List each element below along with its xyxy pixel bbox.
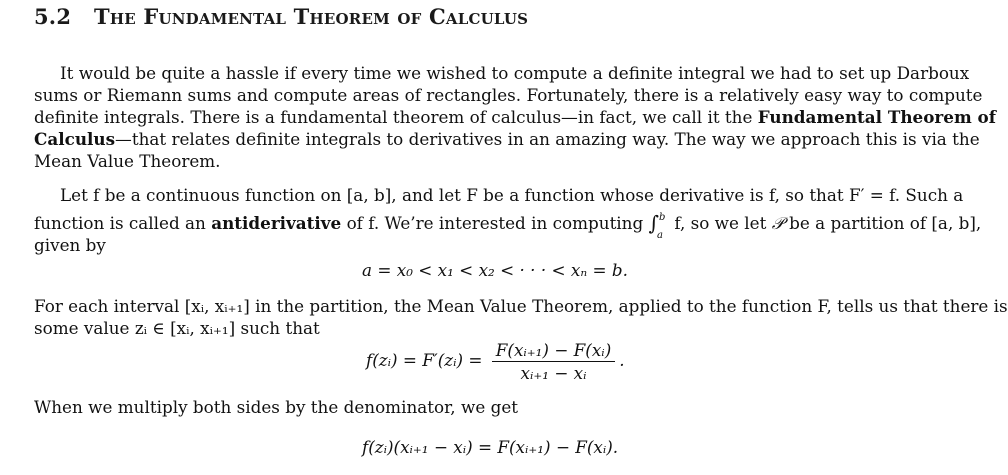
theorem-name: Fundamental Theorem of	[757, 107, 996, 127]
text-line: given by	[34, 235, 106, 255]
fraction-numerator: F(xᵢ₊₁) − F(xᵢ)	[492, 339, 615, 362]
text-line: When we multiply both sides by the denominator, we get	[34, 397, 519, 417]
fraction-denominator: xᵢ₊₁ − xᵢ	[520, 363, 587, 383]
text-run: definite integrals. There is a fundamental theorem of calculus—in fact, we call it the	[34, 107, 753, 127]
equation-lhs: f(zᵢ) = F′(zᵢ) =	[366, 350, 483, 370]
term-antiderivative: antiderivative	[211, 213, 342, 233]
paragraph-intro	[34, 62, 996, 172]
integral-sign: ∫	[648, 211, 659, 235]
text-line	[34, 106, 996, 128]
fraction	[492, 339, 615, 384]
equation-mvt	[366, 339, 625, 384]
partition-symbol: 𝒫	[771, 213, 784, 233]
paragraph-antiderivative	[34, 184, 982, 256]
text-line: Let f be a continuous function on [a, b], and let F be a function whose derivative is f, so that F′ = f. Such a	[60, 185, 964, 205]
text-run: of f. We’re interested in computing	[346, 213, 644, 233]
section-title: The Fundamental Theorem of Calculus	[94, 4, 529, 29]
text-run: function is called an	[34, 213, 206, 233]
section-heading	[34, 4, 528, 29]
text-line: sums or Riemann sums and compute areas of rectangles. Fortunately, there is a relatively easy way to compute	[34, 85, 983, 105]
text-run: be a partition of [a, b],	[789, 213, 982, 233]
section-number: 5.2	[34, 4, 72, 29]
text-line: It would be quite a hassle if every time we wished to compute a definite integral we had to set up Darboux	[60, 63, 970, 83]
equation-partition: a = x₀ < x₁ < x₂ < · · · < xₙ = b.	[362, 260, 628, 280]
equation-end: .	[619, 350, 625, 370]
paragraph-multiply	[34, 396, 932, 418]
text-line	[34, 211, 982, 241]
integral-limits: b a	[657, 212, 666, 241]
text-line: Mean Value Theorem.	[34, 151, 221, 171]
text-line: For each interval [xᵢ, xᵢ₊₁] in the partition, the Mean Value Theorem, applied to the function F, tells us that there is	[34, 296, 1008, 316]
equation-multiplied: f(zᵢ)(xᵢ₊₁ − xᵢ) = F(xᵢ₊₁) − F(xᵢ).	[362, 437, 619, 457]
theorem-name-cont: Calculus	[34, 129, 116, 149]
text-line	[34, 128, 980, 150]
text-line: some value zᵢ ∈ [xᵢ, xᵢ₊₁] such that	[34, 318, 320, 338]
text-run: —that relates definite integrals to derivatives in an amazing way. The way we approach this is via the	[115, 129, 980, 149]
paragraph-mvt	[34, 295, 1008, 339]
text-run: f, so we let	[674, 213, 767, 233]
